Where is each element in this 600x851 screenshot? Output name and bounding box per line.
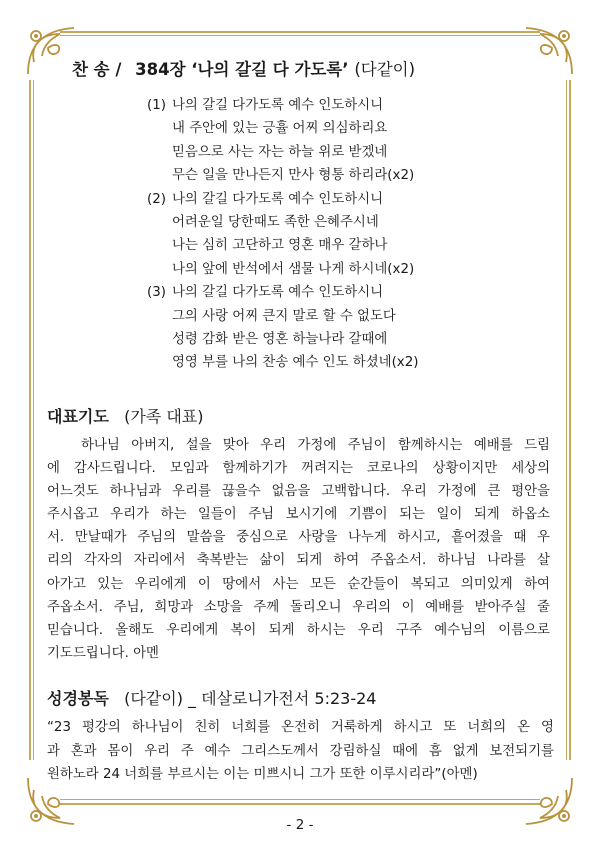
verse-number: (3): [147, 285, 166, 301]
verse-line: 그의 사랑 어찌 큰지 말로 할 수 없도다: [172, 308, 396, 324]
verse-line: 영영 부를 나의 찬송 예수 인도 하셨네(x2): [172, 355, 419, 371]
hymn-heading: [72, 56, 542, 80]
frame-left-line-inner: [33, 80, 34, 760]
verse-number: (1): [147, 98, 166, 113]
verse-line: 내 주안에 있는 긍휼 어찌 의심하리요: [172, 121, 388, 137]
scripture-who: (다같이) _ 데살로니가전서 5:23-24: [124, 689, 377, 708]
scripture-line: “23 평강의 하나님이 친히 너희를 온전히 거룩하게 하시고 또 너희의 온 영: [47, 720, 554, 735]
hymn-mode: (다같이): [354, 60, 416, 79]
prayer-body: [47, 434, 550, 665]
prayer-line: 주옵소서. 주님, 희망과 소망을 주께 돌리오니 우리의 이 예배를 받아주실 줄: [47, 599, 550, 615]
scripture-line: 과 혼과 몸이 우리 주 예수 그리스도께서 강림하실 때에 흠 없게 보전되기를: [47, 743, 554, 759]
hymn-title: 384장 ‘나의 갈길 다 가도록’: [135, 60, 349, 79]
prayer-line: 주시옵고 우리가 하는 일들이 주님 보시기에 기쁨이 되는 일이 되게 하옵소: [47, 507, 550, 523]
page-number: - 2 -: [286, 817, 314, 833]
scripture-line: 원하노라 24 너희를 부르시는 이는 미쁘시니 그가 또한 이루시리라”(아멘): [47, 767, 478, 782]
prayer-line: 기도드립니다. 아멘: [47, 645, 159, 661]
prayer-line: 리의 각자의 자리에서 축복받는 삶이 되게 하여 주옵소서. 하나님 나라를 살: [47, 553, 550, 569]
verse-line: 무슨 일을 만나든지 만사 형통 하리라(x2): [172, 168, 415, 184]
prayer-line: 에 감사드립니다. 모임과 함께하기가 꺼려지는 코로나의 상황이지만 세상의: [47, 461, 550, 477]
verse-line: (3) 나의 갈길 다가도록 예수 인도하시니: [147, 281, 477, 304]
scripture-heading: [47, 686, 376, 709]
frame-top-line: [60, 31, 540, 33]
verse-line: 나의 앞에 반석에서 샘물 나게 하시네(x2): [172, 261, 415, 277]
hymn-label: 찬 송 /: [72, 60, 122, 79]
hymn-verses: [147, 94, 477, 375]
prayer-line: 어느것도 하나님과 우리를 끊을수 없음을 고백합니다. 우리 가정에 큰 평안을: [47, 484, 550, 500]
scripture-body: [47, 716, 554, 787]
frame-bottom-line-inner: [60, 799, 540, 800]
verse-line: (1) 나의 갈길 다가도록 예수 인도하시니: [147, 94, 477, 117]
frame-bottom-line: [60, 803, 540, 805]
prayer-heading: [47, 404, 204, 427]
prayer-line: 아가고 있는 우리에게 이 땅에서 사는 모든 순간들이 복되고 의미있게 하여: [47, 576, 550, 592]
frame-top-line-inner: [60, 35, 540, 36]
frame-right-line: [569, 80, 571, 760]
prayer-line: 하나님 아버지, 설을 맞아 우리 가정에 주님이 함께하시는 예배를 드림: [81, 438, 550, 453]
prayer-line: 믿습니다. 올해도 우리에게 복이 되게 하시는 우리 구주 예수님의 이름으로: [47, 622, 550, 638]
verse-line: 나는 심히 고단하고 영혼 매우 갈하나: [172, 238, 388, 254]
verse-line: 믿음으로 사는 자는 하늘 위로 받겠네: [172, 144, 388, 160]
prayer-line: 서. 만날때가 주님의 말씀을 중심으로 사랑을 나누게 하시고, 흩어졌을 때 우: [47, 530, 550, 546]
prayer-who: (가족 대표): [124, 407, 204, 426]
prayer-title: 대표기도: [47, 407, 109, 426]
frame-right-line-inner: [566, 80, 567, 760]
verse-line: 어려운일 당한때도 족한 은혜주시네: [172, 215, 379, 231]
verse-line: (2) 나의 갈길 다가도록 예수 인도하시니: [147, 188, 477, 211]
verse-line: 성령 감화 받은 영혼 하늘나라 갈때에: [172, 332, 388, 348]
verse-number: (2): [147, 191, 166, 207]
scripture-title: 성경봉독: [47, 689, 109, 708]
frame-left-line: [29, 80, 31, 760]
